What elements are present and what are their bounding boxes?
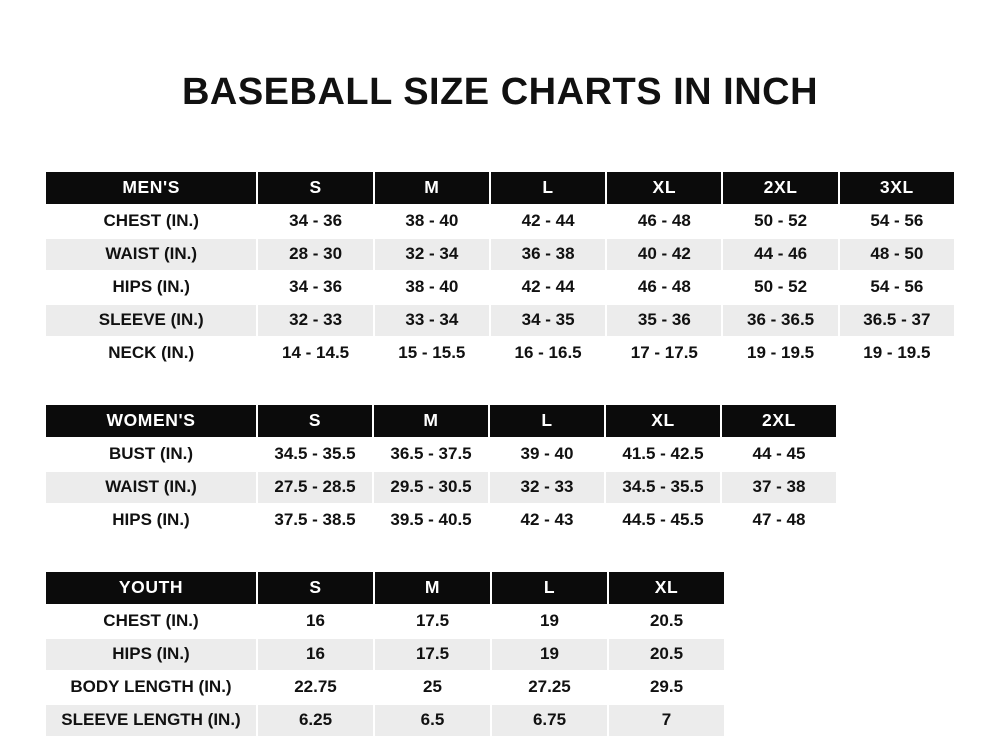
table-cell: 32 - 34 (374, 238, 490, 271)
table-cell: 16 - 16.5 (490, 337, 606, 370)
table-cell: 34.5 - 35.5 (257, 438, 373, 471)
table-cell: 32 - 33 (257, 304, 373, 337)
row-label: HIPS (IN.) (45, 504, 257, 537)
table-cell: 54 - 56 (839, 271, 955, 304)
table-cell: 25 (374, 671, 491, 704)
tables-container (0, 170, 1000, 738)
row-label: BUST (IN.) (45, 438, 257, 471)
table-row (45, 438, 837, 471)
row-label: NECK (IN.) (45, 337, 257, 370)
table-cell: 16 (257, 638, 374, 671)
table-cell: 40 - 42 (606, 238, 722, 271)
table-cell: 28 - 30 (257, 238, 373, 271)
column-header: YOUTH (45, 571, 257, 605)
table-cell: 19 (491, 638, 608, 671)
table-cell: 27.25 (491, 671, 608, 704)
column-header: S (257, 404, 373, 438)
table-cell: 46 - 48 (606, 271, 722, 304)
column-header: XL (608, 571, 725, 605)
table-cell: 46 - 48 (606, 205, 722, 238)
table-cell: 50 - 52 (722, 205, 838, 238)
column-header: WOMEN'S (45, 404, 257, 438)
row-label: CHEST (IN.) (45, 205, 257, 238)
table-cell: 19 - 19.5 (722, 337, 838, 370)
page-title: BASEBALL SIZE CHARTS IN INCH (181, 71, 819, 113)
table-cell: 34 - 36 (257, 271, 373, 304)
table-cell: 54 - 56 (839, 205, 955, 238)
column-header: XL (606, 171, 722, 205)
table-cell: 44 - 46 (722, 238, 838, 271)
table-cell: 38 - 40 (374, 205, 490, 238)
table-row (45, 238, 955, 271)
table-cell: 17 - 17.5 (606, 337, 722, 370)
row-label: WAIST (IN.) (45, 238, 257, 271)
table-cell: 44 - 45 (721, 438, 837, 471)
column-header: 3XL (839, 171, 955, 205)
column-header: L (491, 571, 608, 605)
table-cell: 33 - 34 (374, 304, 490, 337)
table-cell: 36 - 38 (490, 238, 606, 271)
table-cell: 16 (257, 605, 374, 638)
table-cell: 17.5 (374, 605, 491, 638)
table-cell: 35 - 36 (606, 304, 722, 337)
row-label: HIPS (IN.) (45, 638, 257, 671)
table-cell: 29.5 (608, 671, 725, 704)
womens-size-table-block (44, 403, 956, 538)
table-cell: 22.75 (257, 671, 374, 704)
table-cell: 39.5 - 40.5 (373, 504, 489, 537)
column-header: L (490, 171, 606, 205)
column-header: M (374, 171, 490, 205)
row-label: SLEEVE LENGTH (IN.) (45, 704, 257, 737)
column-header: 2XL (721, 404, 837, 438)
table-cell: 48 - 50 (839, 238, 955, 271)
column-header: 2XL (722, 171, 838, 205)
column-header: L (489, 404, 605, 438)
table-cell: 19 - 19.5 (839, 337, 955, 370)
table-cell: 41.5 - 42.5 (605, 438, 721, 471)
table-cell: 20.5 (608, 638, 725, 671)
table-cell: 47 - 48 (721, 504, 837, 537)
table-cell: 37 - 38 (721, 471, 837, 504)
table-cell: 7 (608, 704, 725, 737)
table-cell: 34 - 36 (257, 205, 373, 238)
table-cell: 32 - 33 (489, 471, 605, 504)
table-cell: 36.5 - 37.5 (373, 438, 489, 471)
table-cell: 50 - 52 (722, 271, 838, 304)
womens-size-table (44, 403, 838, 538)
table-row (45, 638, 725, 671)
table-header-row (45, 171, 955, 205)
table-header-row (45, 571, 725, 605)
table-cell: 39 - 40 (489, 438, 605, 471)
row-label: CHEST (IN.) (45, 605, 257, 638)
table-cell: 6.75 (491, 704, 608, 737)
row-label: BODY LENGTH (IN.) (45, 671, 257, 704)
youth-size-table (44, 570, 726, 738)
table-cell: 36.5 - 37 (839, 304, 955, 337)
table-row (45, 671, 725, 704)
table-cell: 14 - 14.5 (257, 337, 373, 370)
column-header: S (257, 171, 373, 205)
row-label: WAIST (IN.) (45, 471, 257, 504)
youth-size-table-block (44, 570, 956, 738)
mens-size-table-block (44, 170, 956, 371)
table-row (45, 271, 955, 304)
table-cell: 20.5 (608, 605, 725, 638)
column-header: M (374, 571, 491, 605)
column-header: XL (605, 404, 721, 438)
table-row (45, 471, 837, 504)
table-cell: 19 (491, 605, 608, 638)
table-cell: 37.5 - 38.5 (257, 504, 373, 537)
table-row (45, 205, 955, 238)
table-header-row (45, 404, 837, 438)
table-row (45, 337, 955, 370)
table-cell: 17.5 (374, 638, 491, 671)
table-cell: 38 - 40 (374, 271, 490, 304)
table-cell: 42 - 43 (489, 504, 605, 537)
table-row (45, 704, 725, 737)
row-label: HIPS (IN.) (45, 271, 257, 304)
table-cell: 42 - 44 (490, 271, 606, 304)
mens-size-table (44, 170, 956, 371)
table-row (45, 304, 955, 337)
table-cell: 27.5 - 28.5 (257, 471, 373, 504)
table-row (45, 605, 725, 638)
table-cell: 42 - 44 (490, 205, 606, 238)
table-cell: 29.5 - 30.5 (373, 471, 489, 504)
table-cell: 6.5 (374, 704, 491, 737)
table-cell: 15 - 15.5 (374, 337, 490, 370)
row-label: SLEEVE (IN.) (45, 304, 257, 337)
column-header: M (373, 404, 489, 438)
table-cell: 34 - 35 (490, 304, 606, 337)
table-cell: 44.5 - 45.5 (605, 504, 721, 537)
table-row (45, 504, 837, 537)
table-cell: 34.5 - 35.5 (605, 471, 721, 504)
table-cell: 6.25 (257, 704, 374, 737)
table-cell: 36 - 36.5 (722, 304, 838, 337)
column-header: S (257, 571, 374, 605)
column-header: MEN'S (45, 171, 257, 205)
